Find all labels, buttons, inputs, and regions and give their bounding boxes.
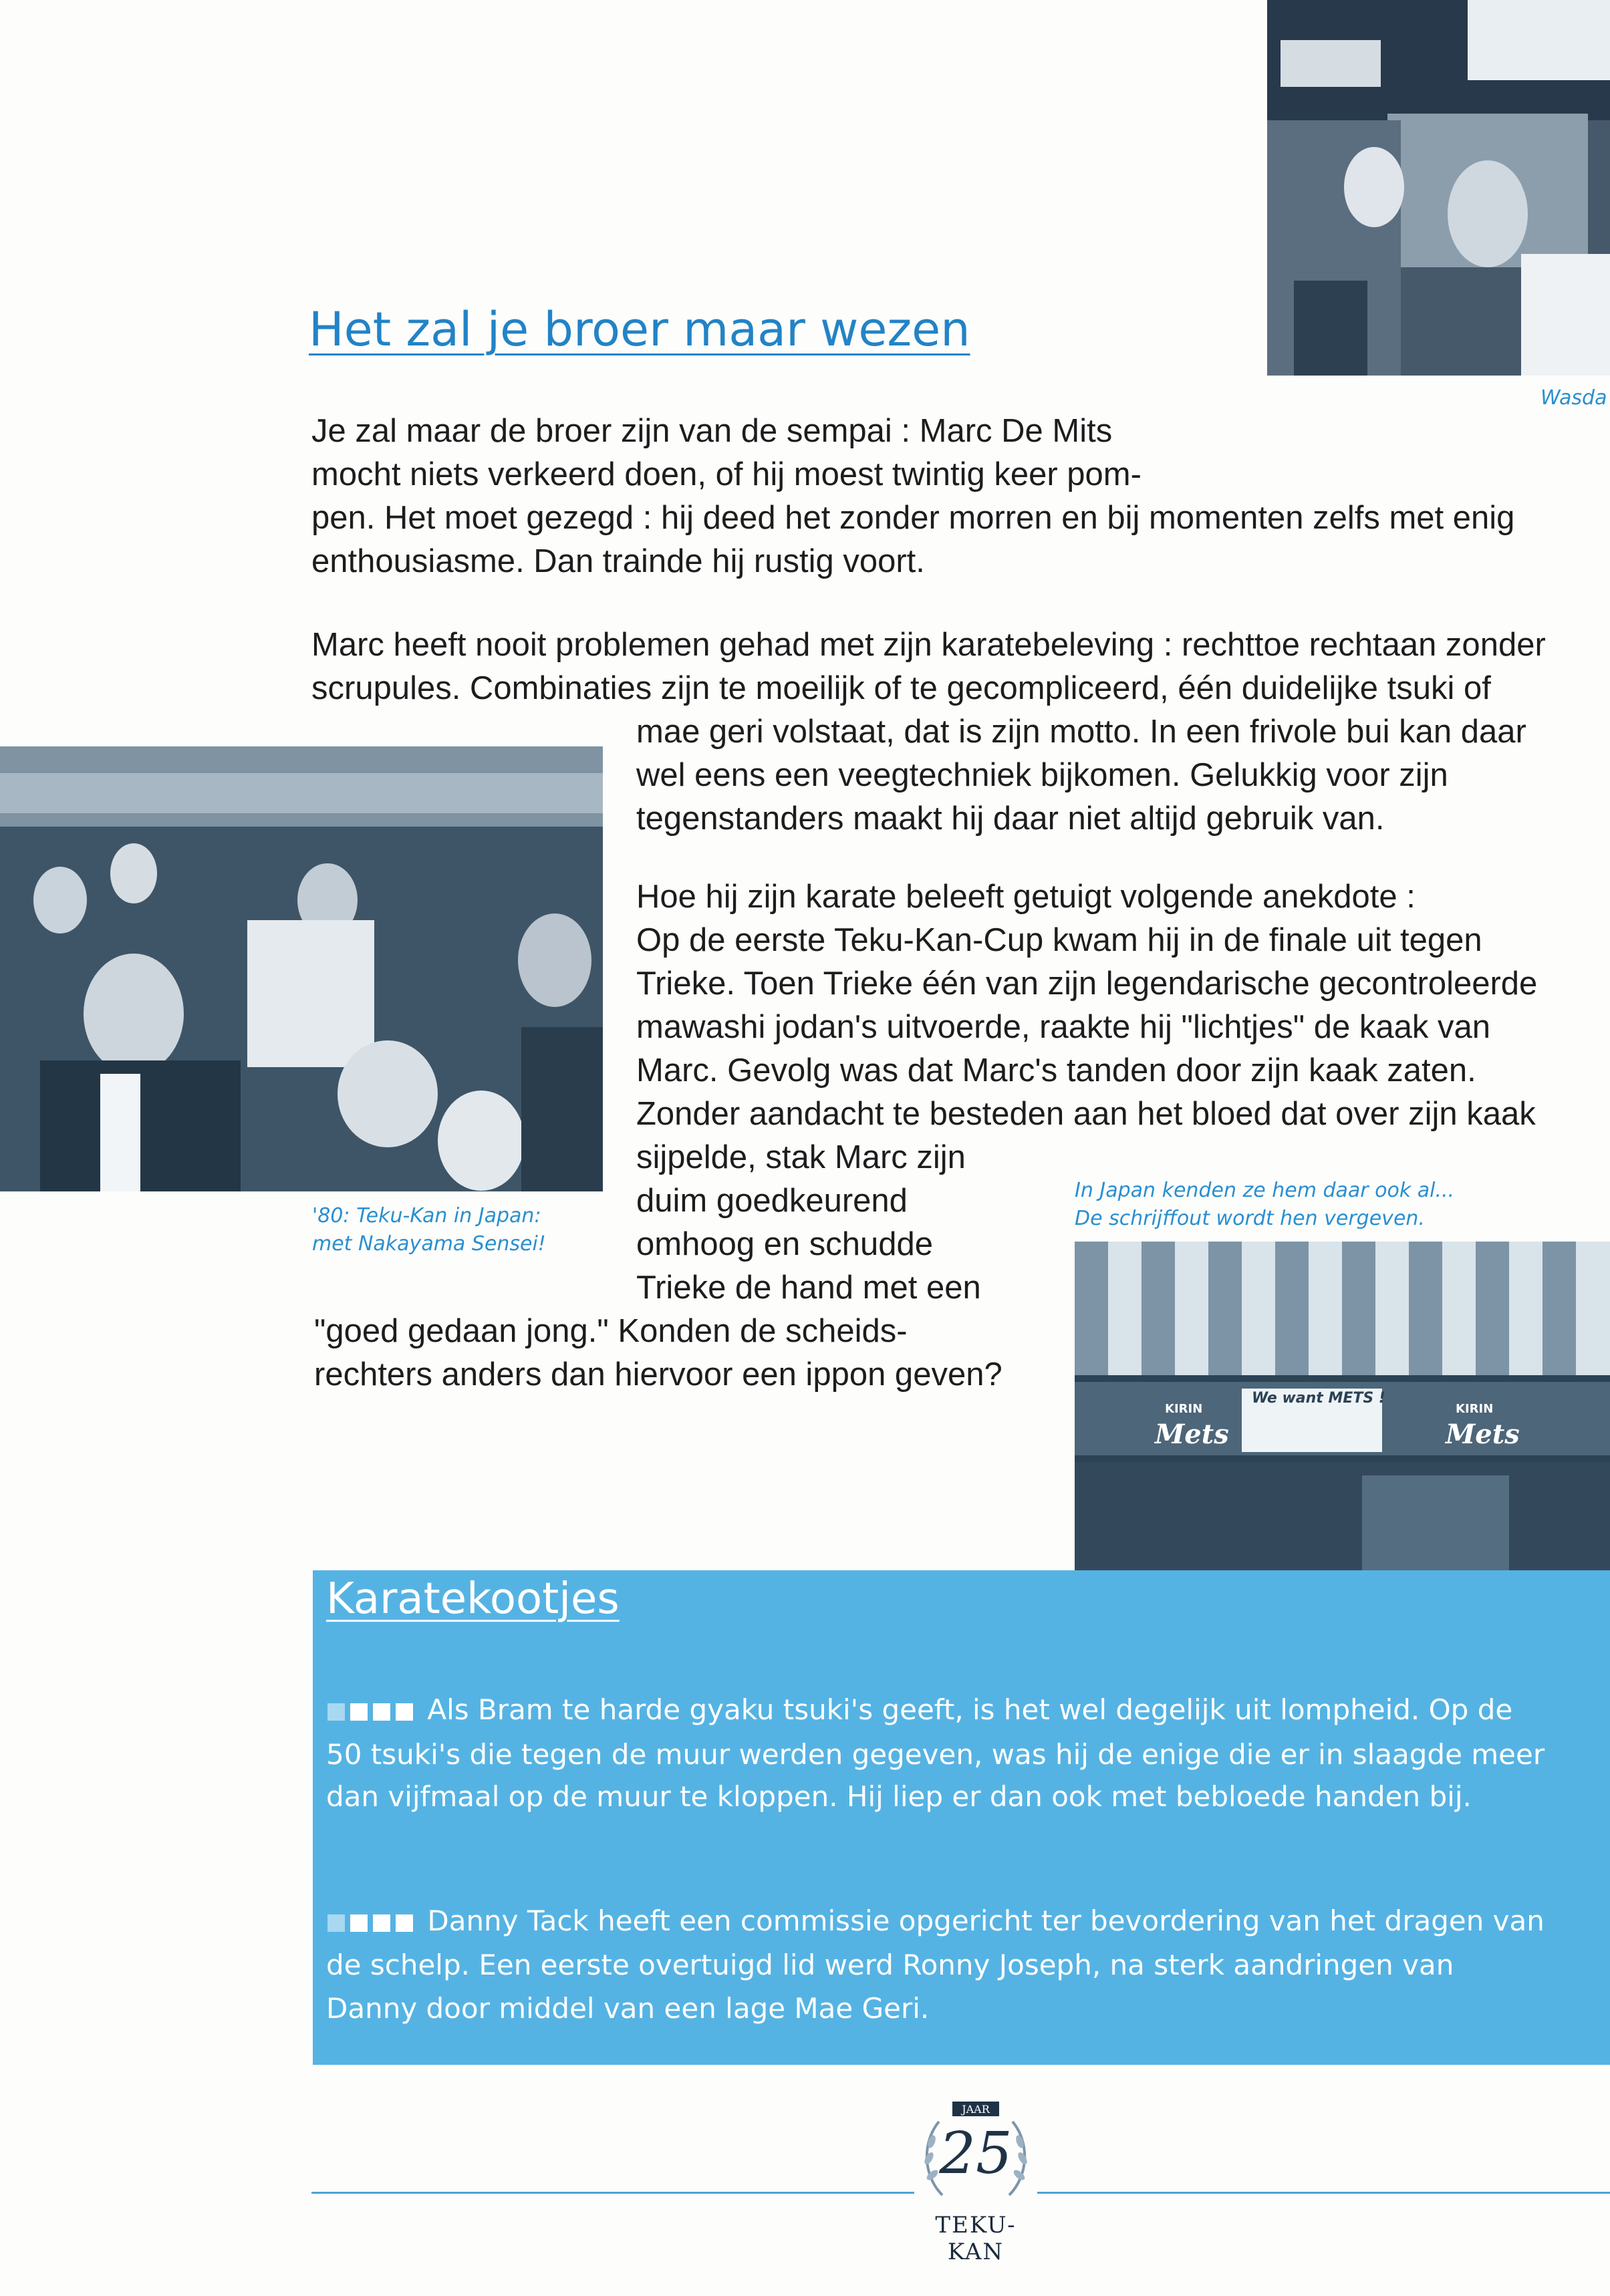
text-line: mae geri volstaat, dat is zijn motto. In een frivole bui kan daar: [636, 714, 1526, 750]
kootje-line: Als Bram te harde gyaku tsuki's geeft, is het wel degelijk uit lompheid. Op de: [427, 1693, 1513, 1726]
caption-line: '80: Teku-Kan in Japan:: [312, 1204, 541, 1228]
text-line: Marc. Gevolg was dat Marc's tanden door zijn kaak zaten.: [636, 1052, 1476, 1089]
text-line: "goed gedaan jong." Konden de scheids-: [314, 1313, 908, 1349]
bullet-square-icon: [327, 1703, 345, 1721]
text-line: dan vijfmaal op de muur te kloppen. Hij liep er dan ook met bebloede handen bij.: [326, 1780, 1472, 1813]
text-line: mawashi jodan's uitvoerde, raakte hij "lichtjes" de kaak van: [636, 1009, 1490, 1045]
text-line: duim goedkeurend: [636, 1183, 908, 1219]
text-line: Marc heeft nooit problemen gehad met zijn karatebeleving : rechttoe rechtaan zonder: [311, 627, 1546, 663]
caption-line: met Nakayama Sensei!: [312, 1232, 546, 1256]
bullet-square-icon: [350, 1703, 368, 1721]
logo-number: 25: [939, 2120, 1013, 2187]
bullet-square-icon: [327, 1914, 345, 1932]
caption-line: De schrijffout wordt hen vergeven.: [1075, 1207, 1425, 1230]
text-line: Trieke de hand met een: [636, 1270, 981, 1306]
kirin-label: KIRIN: [1456, 1402, 1494, 1416]
text-line: de schelp. Een eerste overtuigd lid werd Ronny Joseph, na sterk aandringen van: [326, 1949, 1454, 1981]
shop-banner-text: We want METS !: [1252, 1390, 1385, 1407]
footer-rule-right: [1037, 2192, 1610, 2194]
kirin-label: KIRIN: [1165, 1402, 1203, 1416]
text-line: omhoog en schudde: [636, 1226, 934, 1262]
text-line: Hoe hij zijn karate beleeft getuigt volgende anekdote :: [636, 879, 1416, 915]
shop-interior-photo: [1267, 0, 1610, 376]
bullet-square-icon: [373, 1703, 390, 1721]
text-line: 50 tsuki's die tegen de muur werden gegeven, was hij de enige die er in slaagde meer: [326, 1738, 1545, 1771]
text-line: rechters anders dan hiervoor een ippon geven?: [314, 1356, 1002, 1393]
kootje-line: Danny Tack heeft een commissie opgericht ter bevordering van het dragen van: [427, 1904, 1545, 1937]
text-line: [327, 1900, 1545, 1942]
text-line: Zonder aandacht te besteden aan het bloed dat over zijn kaak: [636, 1096, 1536, 1132]
caption-line: In Japan kenden ze hem daar ook al...: [1075, 1179, 1455, 1202]
bullet-square-icon: [396, 1914, 413, 1932]
bullet-square-icon: [350, 1914, 368, 1932]
text-line: wel eens een veegtechniek bijkomen. Gelukkig voor zijn: [636, 757, 1448, 793]
text-line: sijpelde, stak Marc zijn: [636, 1139, 966, 1175]
mets-label: Mets: [1155, 1419, 1229, 1450]
caption-top-right: Wasda: [1540, 386, 1607, 410]
text-line: mocht niets verkeerd doen, of hij moest twintig keer pom-: [311, 456, 1142, 492]
text-line: [327, 1689, 1512, 1731]
text-line: Trieke. Toen Trieke één van zijn legendarische gecontroleerde: [636, 966, 1538, 1002]
article-title: Het zal je broer maar wezen: [309, 302, 970, 357]
footer-rule-left: [311, 2192, 914, 2194]
text-line: pen. Het moet gezegd : hij deed het zonder morren en bij momenten zelfs met enig: [311, 500, 1515, 536]
teku-kan-25-logo: [916, 2095, 1036, 2208]
crowd-photo: [0, 746, 603, 1191]
text-line: Je zal maar de broer zijn van de sempai : Marc De Mits: [311, 413, 1113, 449]
mets-label: Mets: [1446, 1419, 1520, 1450]
bullet-square-icon: [373, 1914, 390, 1932]
bullet-square-icon: [396, 1703, 413, 1721]
footer-club-name: TEKU-KAN: [935, 2212, 1017, 2265]
karatekootjes-title: Karatekootjes: [326, 1574, 620, 1624]
text-line: scrupules. Combinaties zijn te moeilijk of te gecompliceerd, één duidelijke tsuki of: [311, 670, 1491, 706]
text-line: Danny door middel van een lage Mae Geri.: [326, 1992, 930, 2025]
text-line: Op de eerste Teku-Kan-Cup kwam hij in de finale uit tegen: [636, 922, 1482, 958]
text-line: tegenstanders maakt hij daar niet altijd gebruik van.: [636, 801, 1385, 837]
text-line: enthousiasme. Dan trainde hij rustig voort.: [311, 543, 925, 579]
logo-jaar-text: JAAR: [962, 2103, 990, 2116]
